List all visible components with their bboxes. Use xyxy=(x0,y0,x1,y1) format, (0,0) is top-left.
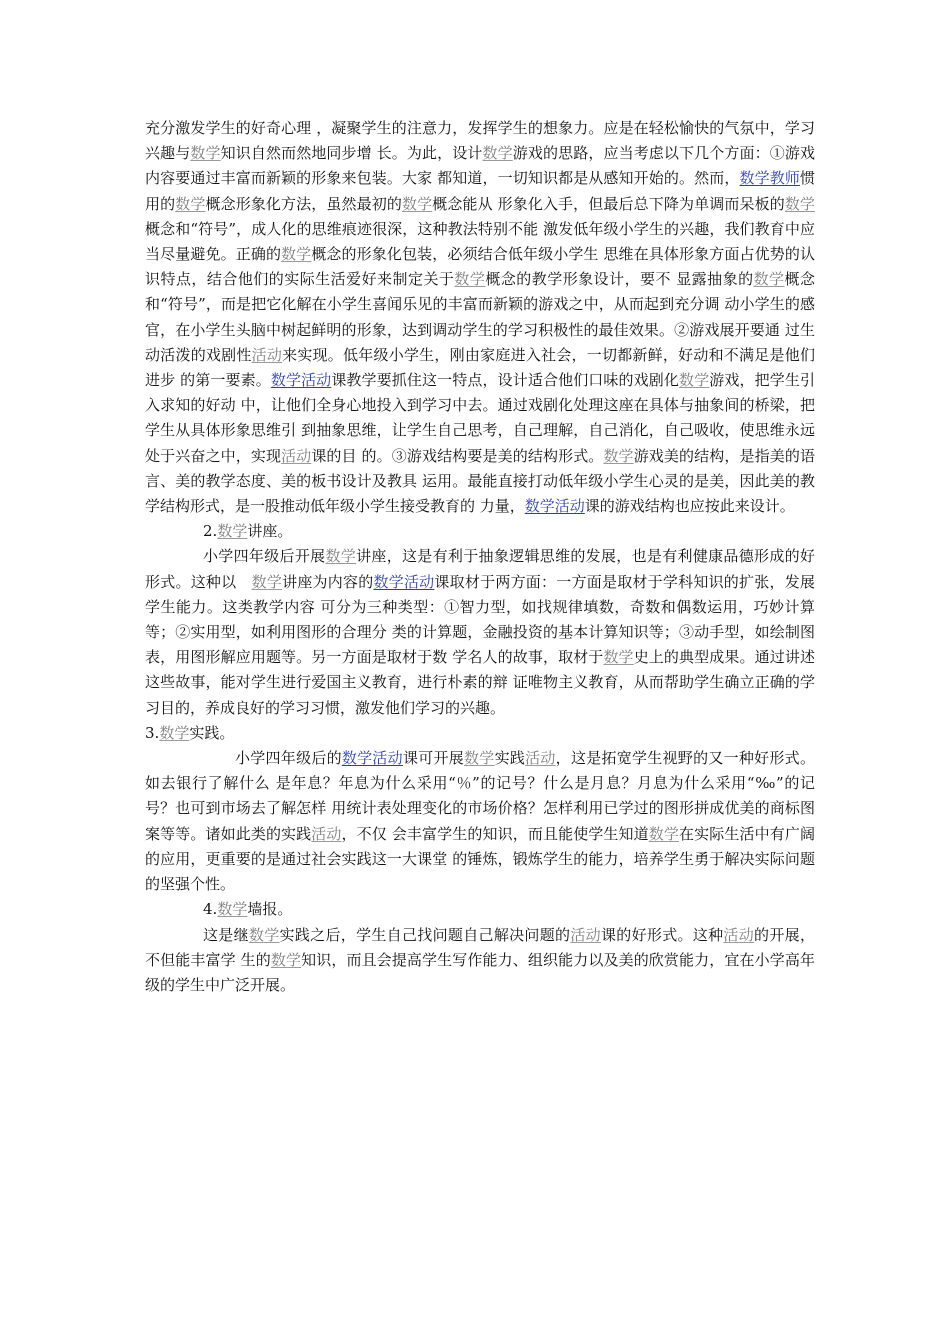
text-run: 概念的教学形象设计，要不 显露抽象的 xyxy=(485,270,754,289)
text-run: 4. xyxy=(203,900,218,919)
keyword-link[interactable]: 数学 xyxy=(454,270,486,289)
text-run: 惯用的 xyxy=(145,169,815,213)
keyword-link[interactable]: 数学 xyxy=(248,925,280,944)
text-run: 讲座。 xyxy=(247,522,293,541)
text-run: 知识，而且会提高学生写作能力、组织能力以及美的欣赏能力，宜在小学高年级的学生中广泛开展。 xyxy=(145,950,815,994)
text-run: 在实际生活中有广阔的应用，更重要的是通过社会实践这一大课堂 的锤炼，锻炼学生的能力，培养学生勇于解决实际问题的坚强个性。 xyxy=(145,824,815,894)
text-run: 课教学要抓住这一特点，设计适合他们口味的戏剧化 xyxy=(331,371,680,390)
text-run: ，不仅 会丰富学生的知识，而且能使学生知道 xyxy=(341,824,649,843)
keyword-link[interactable]: 数学活动 xyxy=(341,749,403,768)
text-run: 概念的形象化包装，必须结合低年级小学生 思维在具体形象方面占优势的认识特点，结合他们的实际生活爱好来制定关于 xyxy=(145,245,815,289)
text-run: 课的游戏结构也应按此来设计。 xyxy=(584,497,795,516)
paragraph xyxy=(145,897,815,922)
keyword-link[interactable]: 数学活动 xyxy=(524,497,585,516)
text-run: 充分激发学生的好奇心理 ，凝聚学生的注意力，发挥学生的想象力。应是在轻松愉快的气氛中，学习兴趣与 xyxy=(145,119,815,163)
keyword-link[interactable]: 数学 xyxy=(175,194,206,213)
text-run: ，这是拓宽学生视野的又一种好形式。如去银行了解什么 是年息？年息为什么采用“％”的记号？什么是月息？月息为什么采用“‰”的记号？也可到市场去了解怎样 用统计表处理变化的市场价格？怎样利用已学过的图形拼成优美的商标图案等等。诸如此类的实践 xyxy=(145,749,815,843)
text-run: 实践之后，学生自己找问题自己解决问题的 xyxy=(279,925,571,944)
paragraph xyxy=(145,544,815,720)
text-run: 2. xyxy=(203,522,218,541)
keyword-link[interactable]: 数学 xyxy=(270,950,302,969)
keyword-link[interactable]: 活动 xyxy=(570,925,601,944)
keyword-link[interactable]: 数学 xyxy=(325,547,357,566)
keyword-link[interactable]: 数学 xyxy=(281,245,312,264)
keyword-link[interactable]: 数学 xyxy=(217,900,248,919)
text-run: 概念和“符号”，成人化的思维痕迹很深，这种教法特别不能 激发低年级小学生的兴趣，我们教育中应当尽量避免。正确的 xyxy=(145,219,815,264)
document-body xyxy=(145,116,815,998)
paragraph xyxy=(145,746,815,897)
text-run: 来实现。低年级小学生，刚由家庭进入社会，一切都新鲜，好动和不满足是他们进步 的第一要素。 xyxy=(145,345,815,390)
text-run: 课取材于两方面：一方面是取材于学科知识的扩张，发展学生能力。这类教学内容 可分为三种类型：①智力型，如找规律填数，奇数和偶数运用，巧妙计算等；②实用型，如利用图形的合理分 类的计算题，金融投资的基本计算知识等；③动手型，如绘制图表，用图形解应用题等。另一方面是取材于数 学名人的故事，取材于 xyxy=(145,572,815,667)
keyword-link[interactable]: 数学 xyxy=(190,144,221,163)
keyword-link[interactable]: 数学 xyxy=(159,723,190,742)
text-run: 小学四年级后的 xyxy=(235,749,342,768)
text-run: 课的目 的。③游戏结构要是美的结构形式。 xyxy=(311,446,604,465)
keyword-link[interactable]: 活动 xyxy=(311,824,342,843)
text-run: 游戏的思路，应当考虑以下几个方面：①游戏内容要通过丰富而新颖的形象来包装。大家 都知道，一切知识都是从感知开始的。然而， xyxy=(145,144,815,188)
keyword-link[interactable]: 数学 xyxy=(217,522,248,541)
keyword-link[interactable]: 数学活动 xyxy=(373,572,435,591)
text-run: 讲座为内容的 xyxy=(282,572,374,591)
text-run: 知识自然而然地同步增 长。为此，设计 xyxy=(220,144,483,163)
keyword-link[interactable]: 数学 xyxy=(648,824,680,843)
keyword-link[interactable]: 数学 xyxy=(402,194,433,213)
keyword-link[interactable]: 数学活动 xyxy=(270,371,332,390)
text-run: 3. xyxy=(145,723,160,742)
keyword-link[interactable]: 数学 xyxy=(464,749,495,768)
text-run: 实践。 xyxy=(189,723,235,742)
keyword-link[interactable]: 数学 xyxy=(679,371,710,390)
keyword-link[interactable]: 数学 xyxy=(753,270,785,289)
text-run: 史上的典型成果。通过讲述这些故事，能对学生进行爱国主义教育，进行朴素的辩 证唯物主义教育，从而帮助学生确立正确的学习目的，养成良好的学习习惯，激发他们学习的兴趣。 xyxy=(145,648,815,717)
text-run: 小学四年级后开展 xyxy=(203,547,326,566)
keyword-link[interactable]: 活动 xyxy=(723,925,755,944)
text-run: 讲座，这是有利于抽象逻辑思维的发展，也是有利健康品德形成的好形式。这种以 xyxy=(145,547,815,591)
paragraph xyxy=(145,116,815,519)
keyword-link[interactable]: 数学 xyxy=(482,144,513,163)
text-run: 这是继 xyxy=(203,925,249,944)
keyword-link[interactable]: 数学 xyxy=(603,648,634,667)
keyword-link[interactable]: 数学 xyxy=(251,572,283,591)
keyword-link[interactable]: 数学教师 xyxy=(739,169,800,188)
paragraph xyxy=(145,923,815,999)
keyword-link[interactable]: 活动 xyxy=(251,345,283,364)
text-run: 游戏，把学生引入求知的好动 中，让他们全身心地投入到学习中去。通过戏剧化处理这座在具体与抽象间的桥梁，把学生从具体形象思维引 到抽象思维，让学生自己思考，自己理解，自己消化，自己吸收，使思维永远处于兴奋之中，实现 xyxy=(145,371,815,465)
text-run: 概念和“符号”，而是把它化解在小学生喜闻乐见的丰富而新颖的游戏之中，从而起到充分调 动小学生的感官，在小学生头脑中树起鲜明的形象，达到调动学生的学习积极性的最佳效果。②游戏展开要通 过生动活泼的戏剧性 xyxy=(145,270,815,364)
text-run: 课可开展 xyxy=(402,749,465,768)
keyword-link[interactable]: 活动 xyxy=(281,446,312,465)
text-run: 概念形象化方法，虽然最初的 xyxy=(205,194,402,213)
text-run: 墙报。 xyxy=(247,900,293,919)
text-run: 的开展，不但能丰富学 生的 xyxy=(145,925,815,969)
keyword-link[interactable]: 数学 xyxy=(603,446,634,465)
text-run: 课的好形式。这种 xyxy=(600,925,724,944)
text-run: 游戏美的结构，是指美的语言、美的教学态度、美的板书设计及教具 运用。最能直接打动低年级小学生心灵的是美，因此美的教学结构形式，是一股推动低年级小学生接受教育的 力量， xyxy=(145,446,815,516)
text-run: 概念能从 形象化入手，但最后总下降为单调而呆板的 xyxy=(432,194,785,213)
paragraph xyxy=(145,519,815,544)
keyword-link[interactable]: 数学 xyxy=(784,194,815,213)
text-run: 实践 xyxy=(494,749,526,768)
keyword-link[interactable]: 活动 xyxy=(525,749,556,768)
paragraph xyxy=(145,721,815,746)
